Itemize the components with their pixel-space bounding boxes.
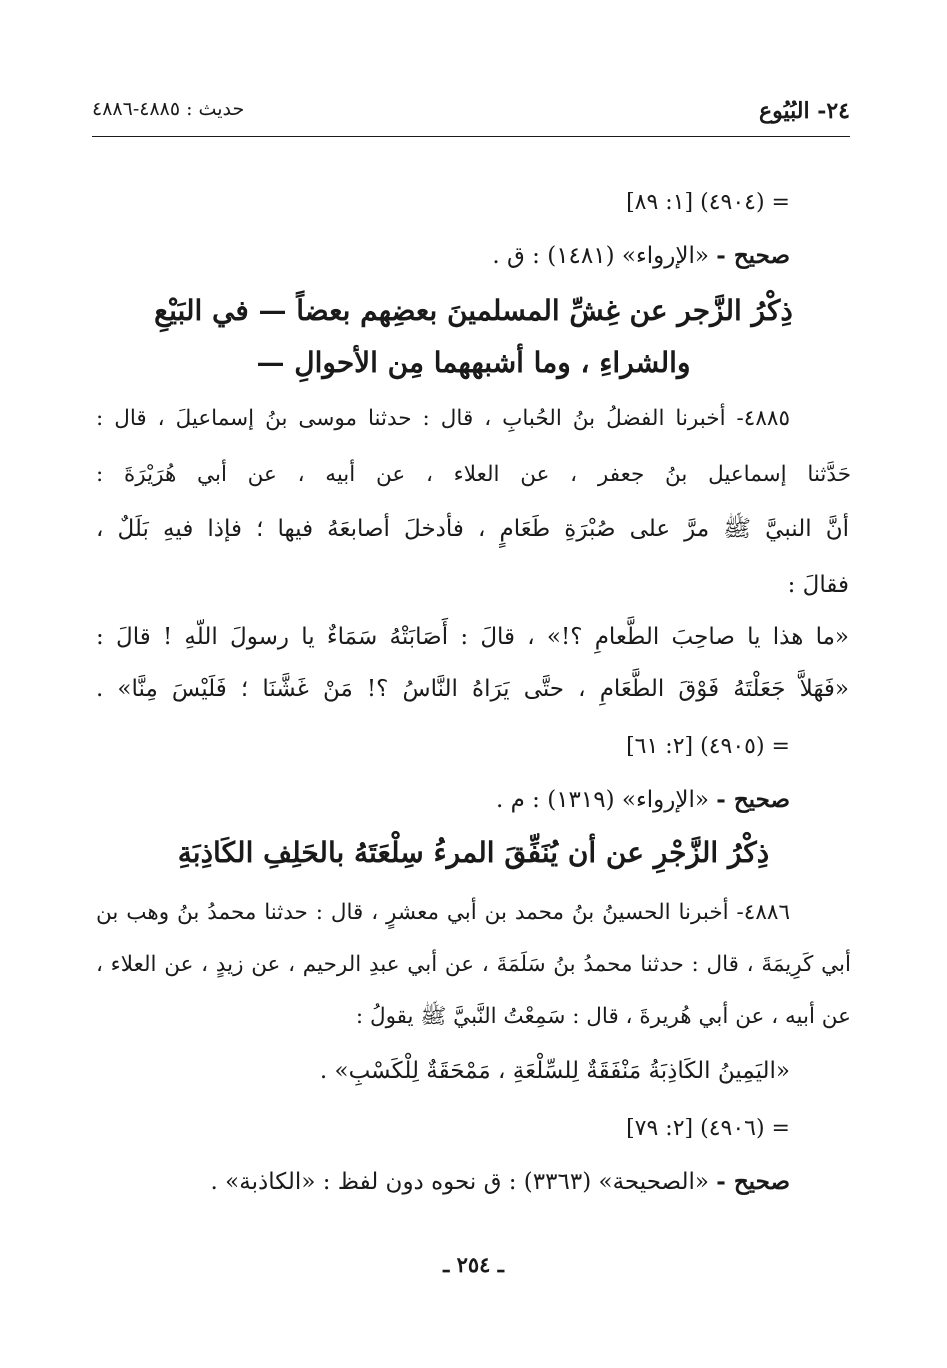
hadith-4886-isnad-line-2: أبي كَرِيمَةَ ، قال : حدثنا محمدُ بنُ سَلَمَةَ ، عن أبي عبدِ الرحيم ، عن زيدٍ ، عن العلاء ، bbox=[96, 952, 851, 977]
grade-detail: «الصحيحة» (٣٣٦٣) : ق نحوه دون لفظ : «الكاذبة» . bbox=[210, 1169, 709, 1195]
hadith-4885-quote-line-2: «فَهَلاَّ جَعَلْتَهُ فَوْقَ الطَّعَامِ ، حتَّى يَرَاهُ النَّاسُ ؟! مَنْ غَشَّنَا ؛ فَلَيْسَ مِنَّا» . bbox=[96, 676, 849, 702]
grade-4906 bbox=[211, 1168, 790, 1197]
hadith-4886-isnad-line-3: عن أبيه ، عن أبي هُريرةَ ، قال : سَمِعْتُ النَّبيَّ ﷺ يقولُ : bbox=[355, 1004, 851, 1029]
reference-4905: = (٤٩٠٥) [٢: ٦١] bbox=[626, 734, 790, 759]
hadith-4885-text-line-1: أنَّ النبيَّ ﷺ مرَّ على صُبْرَةِ طَعَامٍ ، فأدخلَ أصابعَهُ فيها ؛ فإذا فيهِ بَلَلٌ ، bbox=[96, 516, 849, 542]
chapter-heading-2: ذِكْرُ الزَّجْرِ عن أن يُنَفِّقَ المرءُ سِلْعَتَهُ بالحَلِفِ الكَاذِبَةِ bbox=[177, 836, 770, 869]
section-title: ٢٤- البُيُوع bbox=[758, 98, 850, 124]
header-rule bbox=[92, 136, 850, 137]
hadith-4885-text-line-2: فقالَ : bbox=[787, 572, 849, 598]
hadith-4885-isnad-line-2: حَدَّثنا إسماعيل بنُ جعفر ، عن العلاء ، عن أبيه ، عن أبي هُرَيْرَةَ : bbox=[96, 462, 851, 487]
hadith-4886-isnad-line-1: ٤٨٨٦- أخبرنا الحسينُ بنُ محمد بن أبي معشرٍ ، قال : حدثنا محمدُ بنُ وهب بن bbox=[96, 900, 790, 925]
hadith-range: حديث : ٤٨٨٥-٤٨٨٦ bbox=[92, 98, 245, 120]
running-header bbox=[92, 96, 850, 130]
page-number: ـ ٢٥٤ ـ bbox=[443, 1252, 504, 1277]
grade-4904 bbox=[492, 242, 790, 271]
reference-4906: = (٤٩٠٦) [٢: ٧٩] bbox=[626, 1116, 790, 1141]
hadith-4885-isnad-line-1: ٤٨٨٥- أخبرنا الفضلُ بنُ الحُبابِ ، قال : حدثنا موسى بنُ إسماعيلَ ، قال : bbox=[96, 406, 790, 431]
grade-detail: «الإرواء» (١٣١٩) : م . bbox=[495, 787, 709, 813]
chapter-heading-1-line-1: ذِكْرُ الزَّجر عن غِشِّ المسلمينَ بعضِهم بعضاً — في البَيْعِ bbox=[154, 294, 793, 327]
grade-label: صحيح - bbox=[716, 786, 790, 813]
chapter-heading-1-line-2: والشراءِ ، وما أشبههما مِن الأحوالِ — bbox=[256, 346, 691, 379]
grade-detail: «الإرواء» (١٤٨١) : ق . bbox=[492, 243, 709, 269]
hadith-4886-quote: «اليَمِينُ الكَاذِبَةُ مَنْفَقَةٌ لِلسِّلْعَةِ ، مَمْحَقَةٌ لِلْكَسْبِ» . bbox=[319, 1058, 790, 1084]
grade-4905 bbox=[496, 786, 790, 815]
grade-label: صحيح - bbox=[716, 242, 790, 269]
reference-4904: = (٤٩٠٤) [١: ٨٩] bbox=[626, 190, 790, 215]
grade-label: صحيح - bbox=[716, 1168, 790, 1195]
hadith-4885-quote-line-1: «ما هذا يا صاحِبَ الطَّعامِ ؟!» ، قالَ : أَصَابَتْهُ سَمَاءٌ يا رسولَ اللّهِ ! قالَ : bbox=[96, 624, 849, 650]
